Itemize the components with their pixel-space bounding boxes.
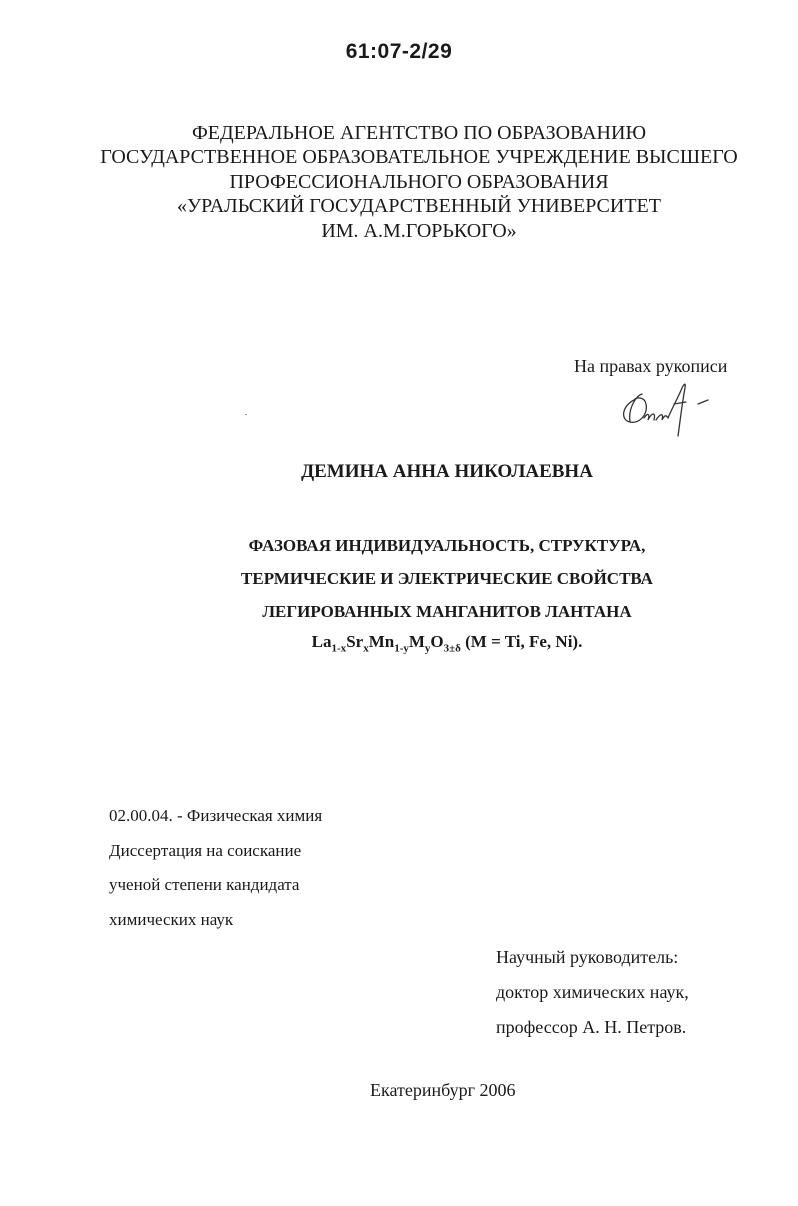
catalog-number: 61:07-2/29 — [345, 40, 453, 63]
rights-note: На правах рукописи — [574, 356, 728, 376]
specialty-line: ученой степени кандидата — [109, 875, 300, 894]
formula-element: Mn — [368, 632, 395, 651]
title-line: ТЕРМИЧЕСКИЕ И ЭЛЕКТРИЧЕСКИЕ СВОЙСТВА — [241, 569, 653, 588]
city-year: Екатеринбург 2006 — [370, 1080, 516, 1100]
title-line: ФАЗОВАЯ ИНДИВИДУАЛЬНОСТЬ, СТРУКТУРА, — [248, 536, 646, 555]
formula-subscript: 1-x — [331, 642, 347, 655]
organization-header — [20, 121, 798, 243]
title-line: ЛЕГИРОВАННЫХ МАНГАНИТОВ ЛАНТАНА — [262, 602, 632, 621]
specialty-block — [109, 799, 322, 937]
organization-line: ИМ. А.М.ГОРЬКОГО» — [321, 219, 517, 242]
supervisor-block — [496, 940, 689, 1045]
dissertation-title — [0, 529, 798, 628]
formula-element: Sr — [346, 632, 364, 651]
organization-line: «УРАЛЬСКИЙ ГОСУДАРСТВЕННЫЙ УНИВЕРСИТЕТ — [177, 195, 661, 218]
formula-subscript: 3±δ — [443, 642, 461, 655]
author-name: ДЕМИНА АННА НИКОЛАЕВНА — [301, 461, 593, 482]
organization-line: ПРОФЕССИОНАЛЬНОГО ОБРАЗОВАНИЯ — [229, 170, 609, 193]
supervisor-line: Научный руководитель: — [496, 947, 679, 967]
formula-subscript: 1-y — [394, 642, 409, 655]
specialty-line: 02.00.04. - Физическая химия — [109, 806, 323, 825]
signature-image — [612, 378, 722, 440]
formula-element: La — [311, 632, 332, 651]
formula-subscript: x — [363, 642, 369, 655]
scan-speck — [245, 414, 247, 415]
supervisor-line: профессор А. Н. Петров. — [496, 1017, 687, 1037]
formula-tail: (M = Ti, Fe, Ni). — [460, 632, 583, 651]
formula-subscript: y — [424, 642, 431, 655]
formula-element: M — [408, 632, 425, 651]
specialty-line: Диссертация на соискание — [109, 840, 302, 860]
formula-element: O — [430, 632, 444, 651]
chemical-formula — [0, 632, 798, 654]
organization-line: ФЕДЕРАЛЬНОЕ АГЕНТСТВО ПО ОБРАЗОВАНИЮ — [191, 122, 646, 144]
organization-line: ГОСУДАРСТВЕННОЕ ОБРАЗОВАТЕЛЬНОЕ УЧРЕЖДЕНИЕ ВЫСШЕГО — [100, 146, 738, 169]
supervisor-line: доктор химических наук, — [496, 982, 689, 1002]
specialty-line: химических наук — [109, 909, 234, 929]
